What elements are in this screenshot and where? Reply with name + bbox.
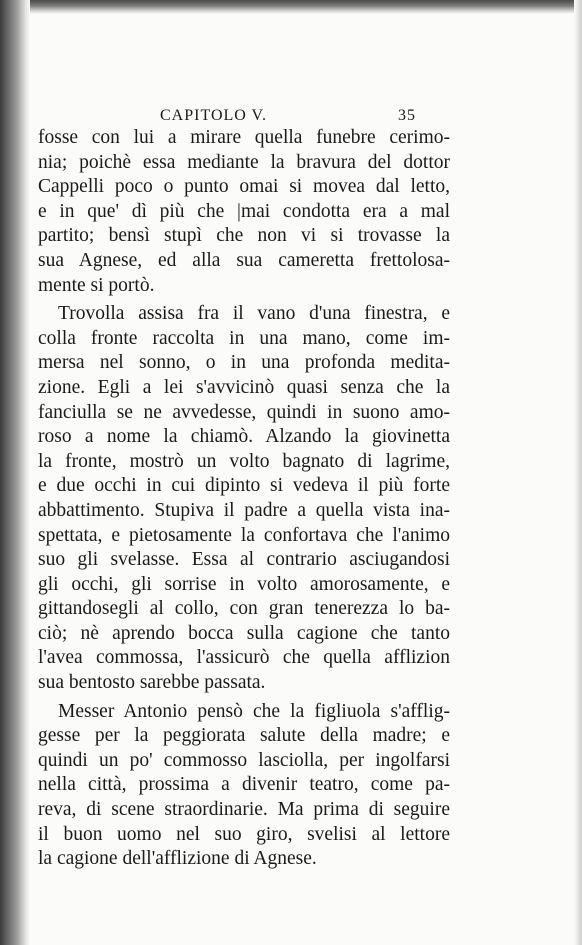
text-line: nella città, prossima a divenir teatro, come pa- xyxy=(38,774,450,796)
text-line: Cappelli poco o punto omai si movea dal letto, xyxy=(38,176,450,198)
text-line: e due occhi in cui dipinto si vedeva il più forte xyxy=(38,475,450,497)
text-line: mersa nel sonno, o in una profonda medita- xyxy=(38,352,450,374)
text-line: sua Agnese, ed alla sua cameretta frettolosa- xyxy=(38,249,450,271)
scan-shadow-top xyxy=(0,0,582,14)
text-line: gesse per la peggiorata salute della madre; e xyxy=(38,725,450,747)
text-line: Trovolla assisa fra il vano d'una finestra, e xyxy=(58,303,450,325)
chapter-title: CAPITOLO V. xyxy=(160,107,268,124)
text-line: mente si portò. xyxy=(38,274,155,296)
text-line: sua bentosto sarebbe passata. xyxy=(38,672,266,694)
text-line: il buon uomo nel suo giro, svelisi al lettore xyxy=(38,823,450,845)
text-line: ciò; nè aprendo bocca sulla cagione che tanto xyxy=(38,622,450,644)
page-number: 35 xyxy=(398,107,416,124)
text-line: gittandosegli al collo, con gran tenerezza lo ba- xyxy=(38,598,450,620)
text-line: e in que' dì più che |mai condotta era a mal xyxy=(38,200,450,222)
text-line: l'avea commossa, l'assicurò che quella afflizion xyxy=(38,647,450,669)
text-line: suo gli svelasse. Essa al contrario asciugandosi xyxy=(38,549,450,571)
text-line: Messer Antonio pensò che la figliuola s'afflig- xyxy=(58,700,450,722)
paragraph xyxy=(38,302,450,696)
text-line: fosse con lui a mirare quella funebre cerimo- xyxy=(38,127,450,148)
paragraph xyxy=(38,126,450,298)
scan-shadow-gutter xyxy=(0,0,30,945)
text-line: la fronte, mostrò un volto bagnato di lagrime, xyxy=(38,450,450,472)
text-line: roso a nome la chiamò. Alzando la giovinetta xyxy=(38,426,450,448)
text-line: reva, di scene straordinarie. Ma prima di seguire xyxy=(38,799,450,821)
text-line: abbattimento. Stupiva il padre a quella vista ina- xyxy=(38,499,450,521)
text-line: colla fronte raccolta in una mano, come im- xyxy=(38,327,450,349)
text-line: fanciulla se ne avvedesse, quindi in suono amo- xyxy=(38,401,450,423)
text-line: gli occhi, gli sorrise in volto amorosamente, e xyxy=(38,573,450,595)
text-line: zione. Egli a lei s'avvicinò quasi senza che la xyxy=(38,376,450,398)
text-line: partito; bensì stupì che non vi si trovasse la xyxy=(38,225,450,247)
text-line: la cagione dell'afflizione di Agnese. xyxy=(38,848,317,870)
text-line: nia; poichè essa mediante la bravura del dottor xyxy=(38,151,450,173)
scan-shadow-right xyxy=(574,0,582,945)
paragraph xyxy=(38,700,450,872)
text-line: quindi un po' commosso lasciolla, per ingolfarsi xyxy=(38,749,450,771)
text-line: spettata, e pietosamente la confortava che l'animo xyxy=(38,524,450,546)
body-text xyxy=(38,126,450,872)
